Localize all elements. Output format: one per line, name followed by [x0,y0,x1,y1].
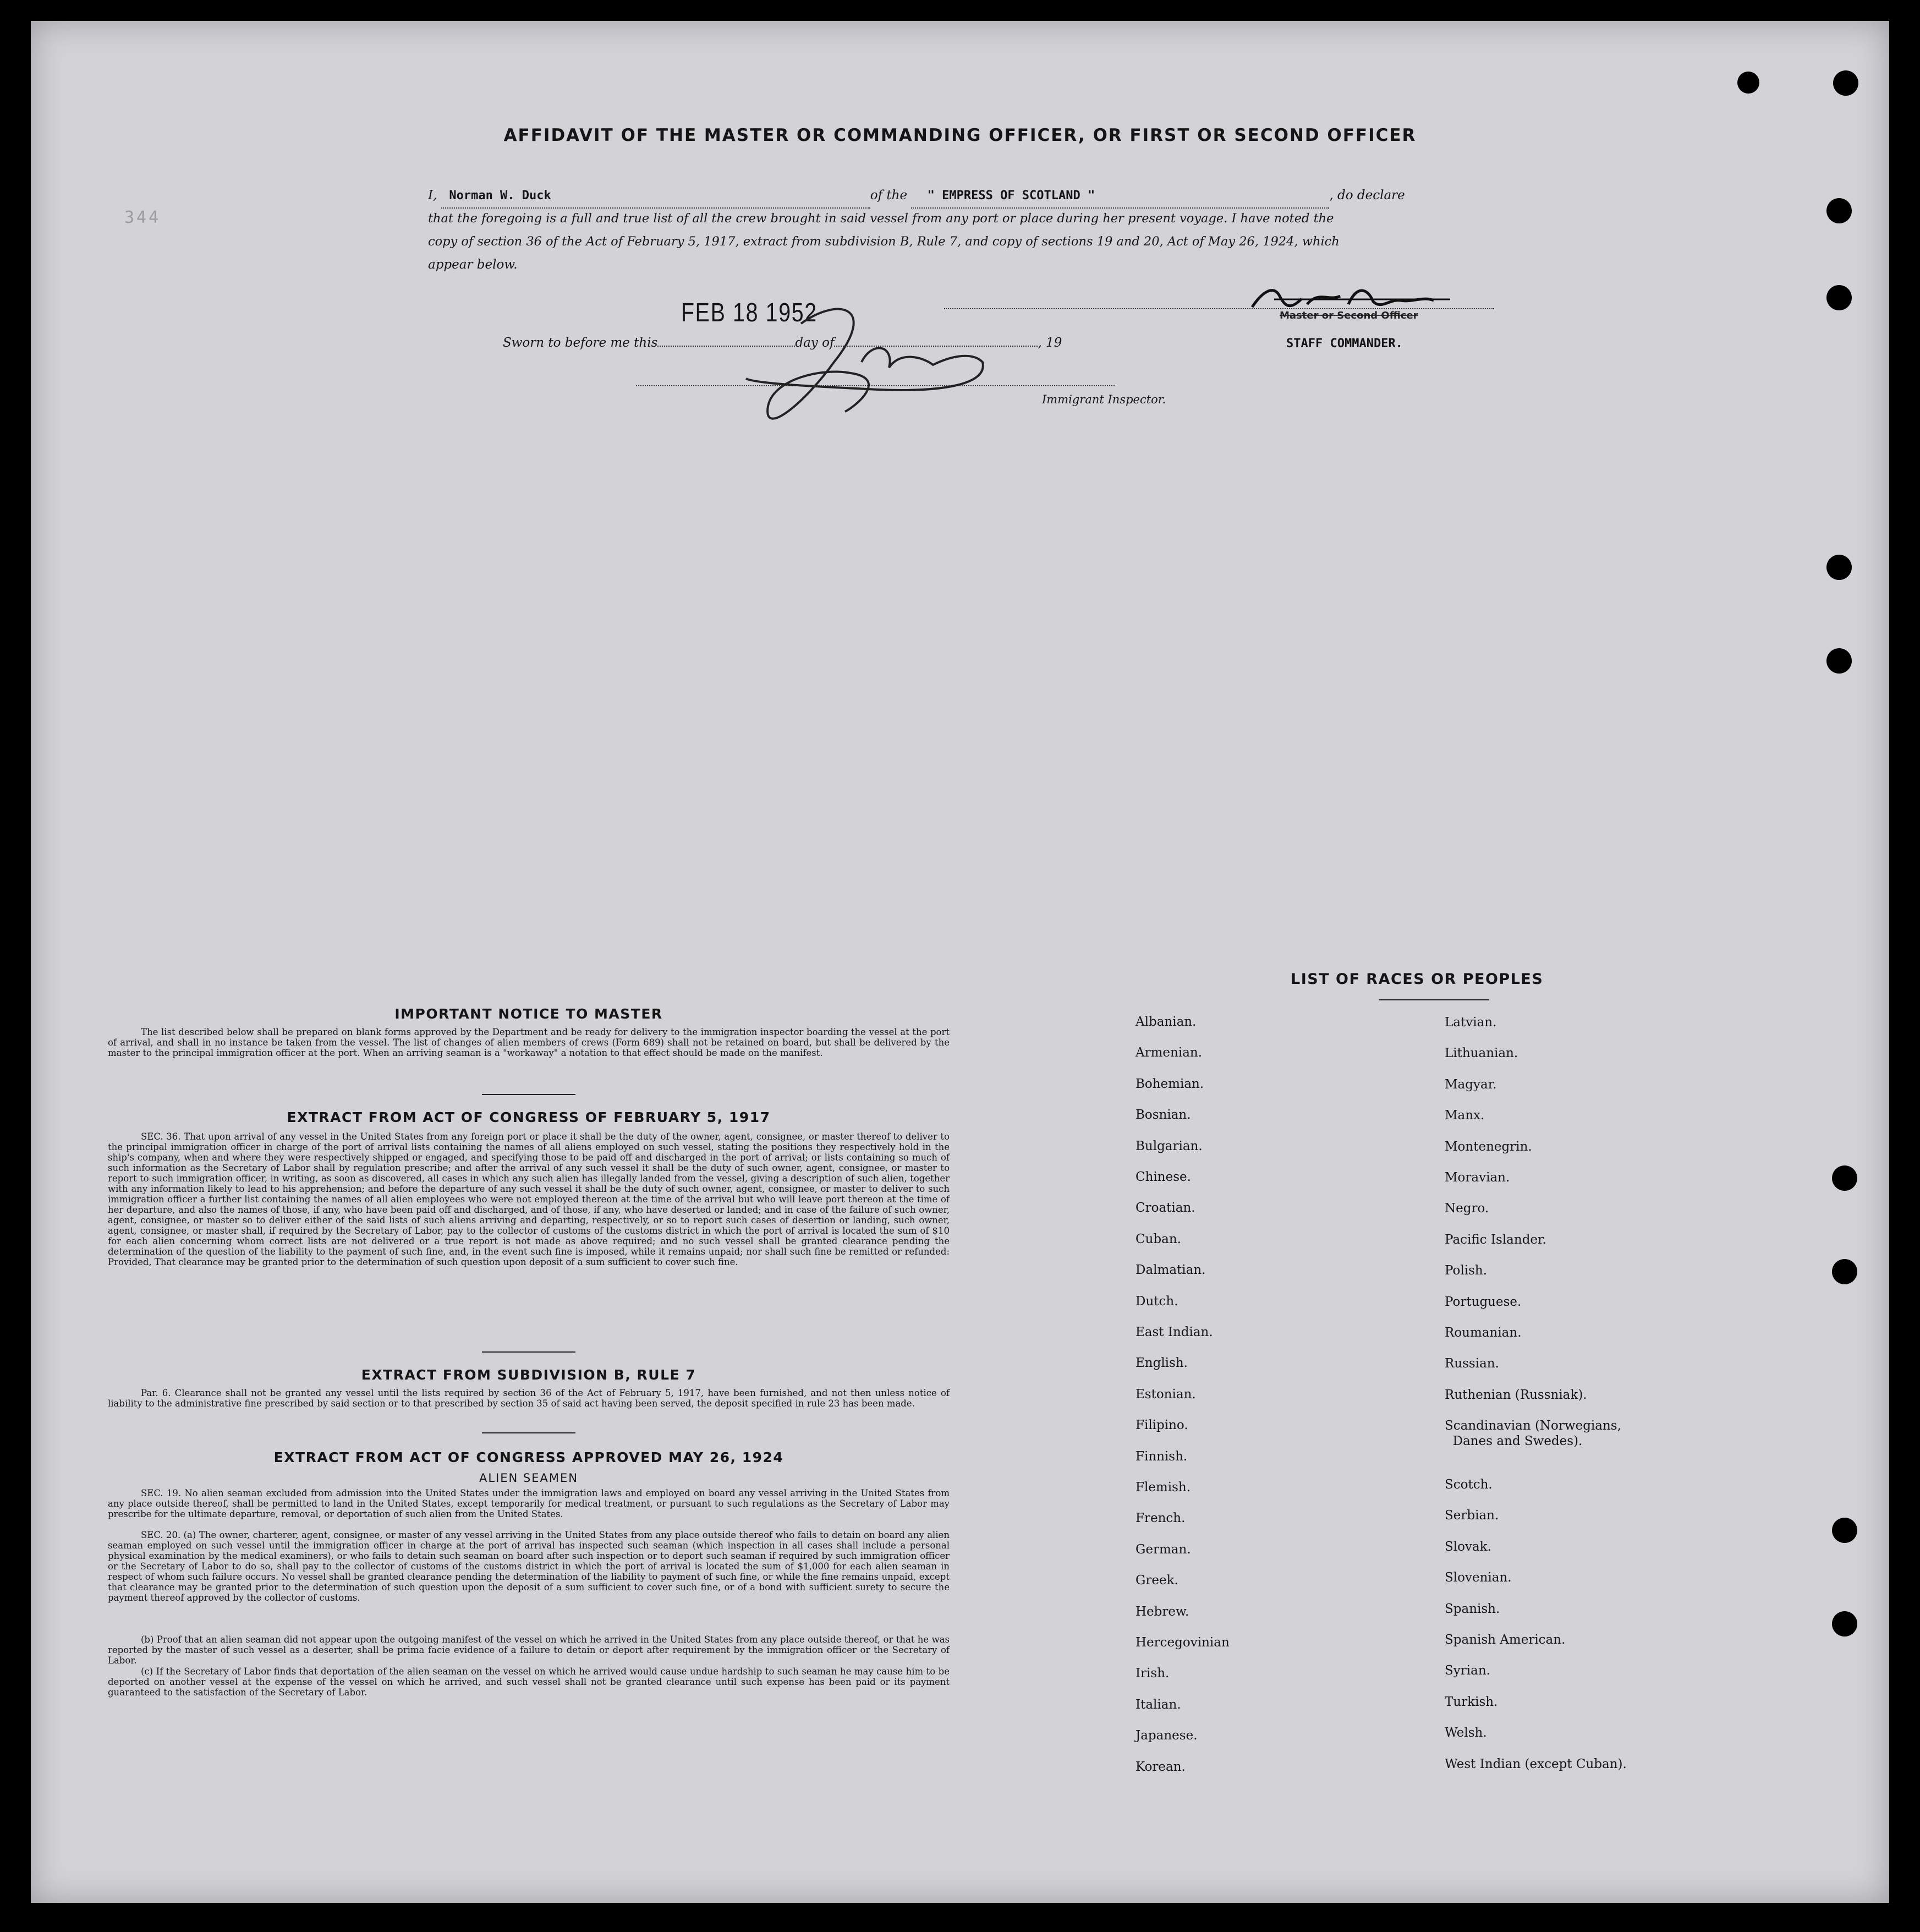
sworn-line: Sworn to before me this day of , 19 [503,336,1062,350]
race-item: Armenian. [1135,1046,1203,1060]
staff-commander-title: STAFF COMMANDER. [1286,337,1403,351]
race-item: Polish. [1445,1263,1488,1278]
race-item: Spanish American. [1445,1633,1566,1647]
punch-hole [1833,70,1858,96]
race-item: Bohemian. [1135,1077,1204,1091]
punch-hole [1826,648,1852,674]
race-item: English. [1135,1356,1188,1370]
extract-1924-heading: EXTRACT FROM ACT OF CONGRESS APPROVED MAY 26, 1924 [273,1449,784,1465]
master-title-struck: Master or Second Officer [1280,310,1418,321]
punch-hole [1832,1259,1857,1284]
race-item: Lithuanian. [1445,1046,1518,1060]
race-item: Korean. [1135,1760,1186,1774]
punch-hole [1826,555,1852,580]
race-item: Welsh. [1445,1726,1487,1740]
sec19-text: SEC. 19. No alien seaman excluded from admission into the United States under the immigration laws and employed on board any vessel arriving in the United States from any place outside thereof, shall be permitted to land in the United States, except temporarily for medical treatment, or pursuant to such regulations as the Secretary of Labor may prescribe for the ultimate departure, removal, or deportation of such alien from the United States. [108,1488,950,1519]
race-item: Cuban. [1135,1232,1181,1246]
races-heading: LIST OF RACES OR PEOPLES [1291,971,1544,988]
race-item: Hebrew. [1135,1605,1189,1619]
race-item: Albanian. [1135,1015,1197,1029]
race-item: Estonian. [1135,1387,1196,1402]
race-item: Slovenian. [1445,1570,1512,1585]
race-item: Filipino. [1135,1418,1188,1432]
sec20a-text: SEC. 20. (a) The owner, charterer, agent, consignee, or master of any vessel arriving in the United States from any place outside thereof who fails to detain on board any alien seaman employed on such vessel until the immigration officer in charge at the port of arrival has inspected such seaman (which inspection in all cases shall include a personal physical examination by the medical examiners), or who fails to detain such seaman on board after such inspection or to deport such seaman if required by such immigration officer or the Secretary of Labor to do so, shall pay to the collector of customs of the customs district in which the port of arrival is located the sum of $1,000 for each alien seaman in respect of whom such failure occurs. No vessel shall be granted clearance pending the determination of the liability to payment of such fine, or while the fine remains unpaid, except that clearance may be granted prior to the determination of such question upon the deposit of a sum sufficient to cover such fine, or of a bond with sufficient surety to secure the payment thereof approved by the collector of customs. [108,1530,950,1603]
race-item: Dalmatian. [1135,1263,1206,1277]
race-item: Bulgarian. [1135,1139,1203,1153]
declaration-line-1: I, Norman W. Duck of the " EMPRESS OF SCOTLAND " , do declare [428,184,1501,209]
sec20c-text: (c) If the Secretary of Labor finds that deportation of the alien seaman on the vessel on which he arrived would cause undue hardship to such seaman he may cause him to be deported on another vessel at the expense of the vessel on which he arrived, and such vessel shall not be granted clearance until such expense has been paid or its payment guaranteed to the satisfaction of the Secretary of Labor. [108,1666,950,1698]
vessel-field [911,184,1329,209]
rule7-text: Par. 6. Clearance shall not be granted any vessel until the lists required by section 36 of the Act of February 5, 1917, have been furnished, and not then unless notice of liability to the administrative fine prescribed by said section or to that prescribed by section 35 of said act having been served, the deposit specified in rule 23 has been made. [108,1388,950,1409]
race-item: Ruthenian (Russniak). [1445,1388,1587,1402]
inspector-signature [713,296,1021,456]
race-item: French. [1135,1511,1186,1525]
margin-number: 344 [124,208,161,227]
divider [482,1351,575,1353]
race-item: Greek. [1135,1573,1178,1588]
race-item: East Indian. [1135,1325,1213,1339]
race-item: Flemish. [1135,1480,1191,1495]
affidavit-title: AFFIDAVIT OF THE MASTER OR COMMANDING OFFICER, OR FIRST OR SECOND OFFICER [503,125,1417,145]
notice-text: The list described below shall be prepared on blank forms approved by the Department and be ready for delivery to the immigration inspector boarding the vessel at the port of arrival, and shall in no instance be taken from the vessel. The list of changes of alien members of crews (Form 689) shall not be retained on board, but shall be delivered by the master to the principal immigration officer at the port. When an arriving seaman is a "workaway" a notation to that effect should be made on the manifest. [108,1027,950,1058]
rule7-heading: EXTRACT FROM SUBDIVISION B, RULE 7 [361,1367,696,1383]
date-stamp: FEB 18 1952 [681,298,818,327]
race-item: Finnish. [1135,1449,1188,1464]
race-item: Croatian. [1135,1201,1195,1215]
punch-hole [1826,198,1852,223]
divider [1379,999,1489,1000]
race-item: Bosnian. [1135,1108,1191,1122]
race-item: Roumanian. [1445,1326,1522,1340]
vessel-name: " EMPRESS OF SCOTLAND " [927,189,1095,202]
divider [482,1432,575,1433]
race-item: Hercegovinian [1135,1635,1230,1650]
race-item: West Indian (except Cuban). [1445,1757,1627,1771]
name-field [441,184,870,209]
immigrant-inspector-label: Immigrant Inspector. [1042,393,1166,406]
form-page [31,21,1889,1903]
divider [482,1094,575,1095]
declaration-line-3: copy of section 36 of the Act of February 5, 1917, extract from subdivision B, Rule 7, and copy of sections 19 and 20, Act of May 26, 1924, which [428,234,1340,249]
officer-name: Norman W. Duck [449,189,551,202]
race-item: Russian. [1445,1356,1499,1371]
race-item: Negro. [1445,1201,1489,1216]
race-item: Magyar. [1445,1077,1497,1092]
alien-seamen-subheading: ALIEN SEAMEN [479,1471,578,1485]
race-item: German. [1135,1542,1191,1557]
race-item: Manx. [1445,1108,1485,1123]
race-item: Montenegrin. [1445,1140,1532,1154]
notice-heading: IMPORTANT NOTICE TO MASTER [394,1006,663,1022]
punch-hole [1832,1165,1857,1191]
race-item: Syrian. [1445,1663,1490,1678]
race-item: Italian. [1135,1698,1181,1712]
race-item: Irish. [1135,1666,1170,1681]
sec20b-text: (b) Proof that an alien seaman did not appear upon the outgoing manifest of the vessel on which he arrived in the United States from any place outside thereof, or that he was reported by the master of such vessel as a deserter, shall be prima facie evidence of a failure to detain or deport after requirement by the immigration officer or the Secretary of Labor. [108,1634,950,1666]
punch-hole [1826,285,1852,310]
punch-hole [1737,72,1759,94]
race-item: Moravian. [1445,1170,1510,1185]
race-item: Dutch. [1135,1294,1178,1309]
race-item: Slovak. [1445,1540,1491,1554]
race-item: Scandinavian (Norwegians, Danes and Swedes). [1445,1419,1621,1448]
race-item: Portuguese. [1445,1295,1522,1309]
race-item: Spanish. [1445,1602,1500,1616]
punch-hole [1832,1611,1857,1637]
race-item: Pacific Islander. [1445,1233,1546,1247]
race-item: Serbian. [1445,1508,1499,1523]
race-item: Turkish. [1445,1695,1498,1709]
declaration-line-2: that the foregoing is a full and true list of all the crew brought in said vessel from any port or place during her present voyage. I have noted the [428,211,1334,226]
punch-hole [1832,1518,1857,1543]
race-item: Scotch. [1445,1477,1493,1492]
race-item: Chinese. [1135,1170,1191,1184]
extract-1917-text: SEC. 36. That upon arrival of any vessel in the United States from any foreign port or place it shall be the duty of the owner, agent, consignee, or master thereof to deliver to the principal immigration officer in charge of the port of arrival lists containing the names of all aliens employed on such vessel, stating the positions they respectively hold in the ship's company, when and where they were respectively shipped or engaged, and specifying those to be paid off and discharged in the port of arrival; or lists containing so much of such information as the Secretary of Labor shall by regulation prescribe; and after the arrival of any such vessel it shall be the duty of such owner, agent, consignee, or master to report to such immigration officer, in writing, as soon as discovered, all cases in which any such alien has illegally landed from the vessel, giving a description of such alien, together with any information likely to lead to his apprehension; and before the departure of any such vessel it shall be the duty of such owner, agent, consignee, or master to deliver to such immigration officer a further list containing the names of all alien employees who were not employed thereon at the time of the arrival but who will leave port thereon at the time of her departure, and also the names of those, if any, who have been paid off and discharged, and of those, if any, who have deserted or landed; and in case of the failure of such owner, agent, consignee, or master so to deliver either of the said lists of such aliens arriving and departing, respectively, or so to report such cases of desertion or landing, such owner, agent, consignee, or master shall, if required by the Secretary of Labor, pay to the collector of customs of the customs district in which the port of arrival is located the sum of $10 for each alien concerning whom correct lists are not delivered or a true report is not made as above required; and no such vessel shall be granted clearance pending the determination of the question of the liability to the payment of such fine, and, in the event such fine is imposed, while it remains unpaid; nor shall such fine be remitted or refunded: Provided, That clearance may be granted prior to the determination of such question upon deposit of a sum sufficient to cover such fine. [108,1131,950,1267]
race-item: Latvian. [1445,1015,1497,1030]
extract-1917-heading: EXTRACT FROM ACT OF CONGRESS OF FEBRUARY 5, 1917 [287,1109,771,1125]
declaration-line-4: appear below. [428,258,518,272]
race-item: Japanese. [1135,1728,1198,1743]
